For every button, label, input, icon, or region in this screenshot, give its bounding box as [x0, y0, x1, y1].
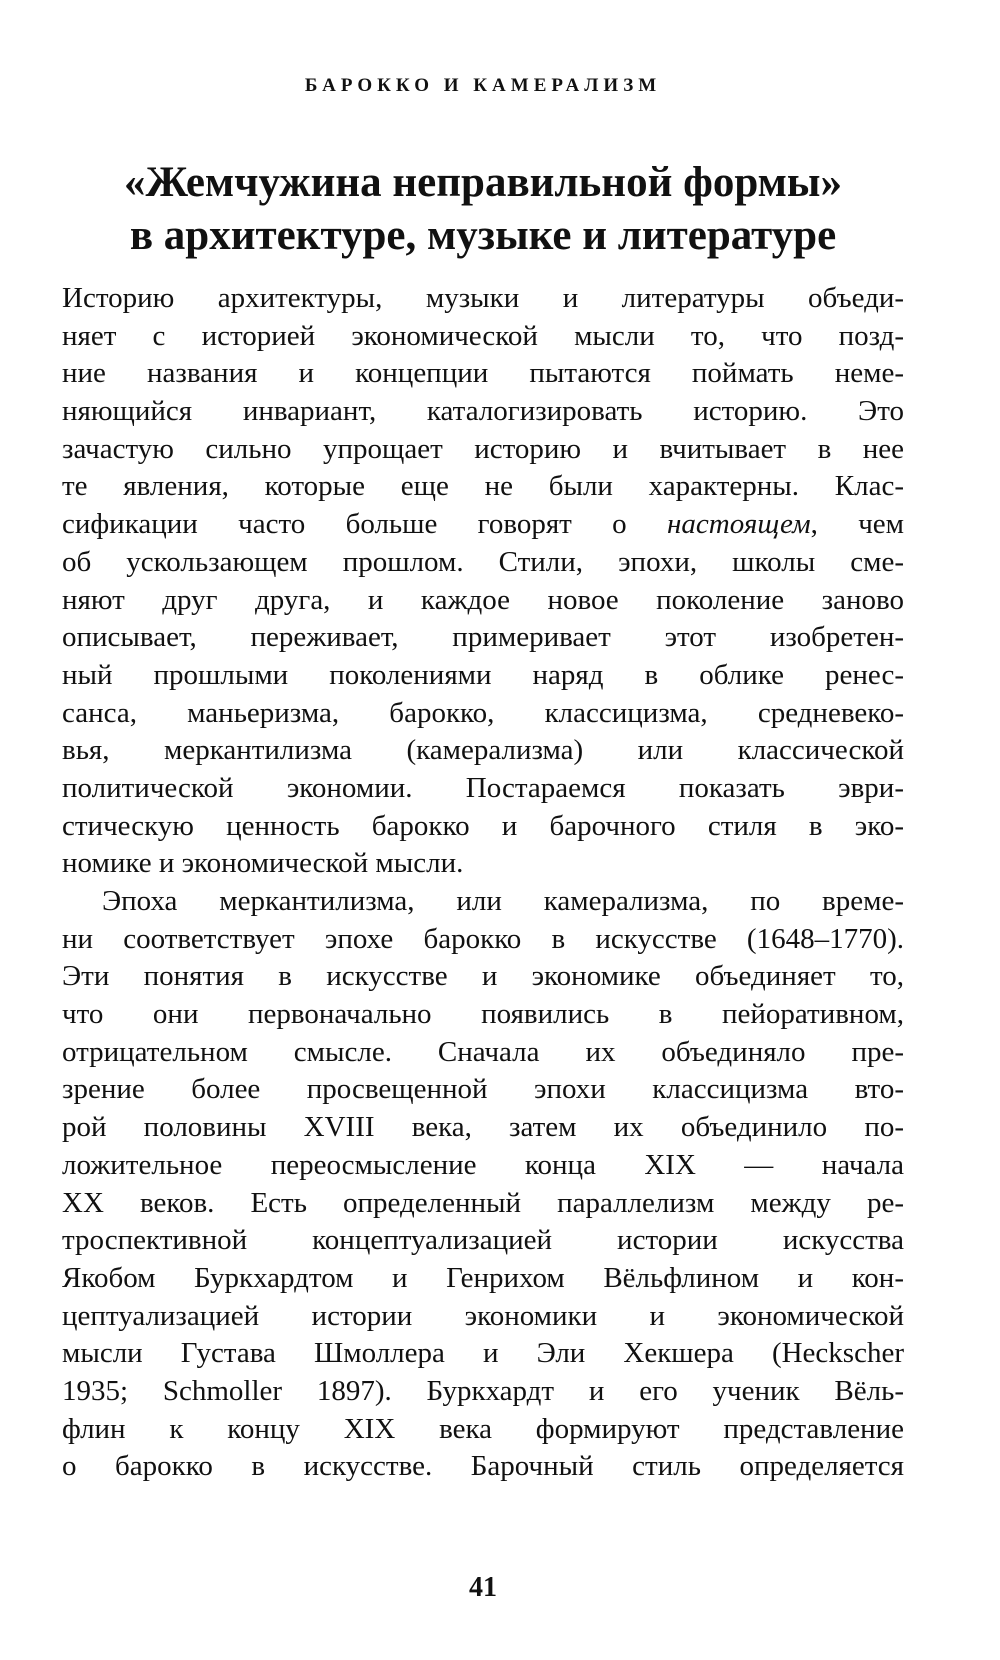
- running-head: БАРОККО И КАМЕРАЛИЗМ: [304, 75, 662, 96]
- paragraph-1-line: няют друг друга, и каждое новое поколение заново: [62, 583, 904, 616]
- paragraph-1-line: ние названия и концепции пытаются поймать неме-: [62, 357, 904, 390]
- paragraph-1-line: об ускользающем прошлом. Стили, эпохи, школы сме-: [62, 545, 904, 578]
- paragraph-2-line: Якобом Буркхардтом и Генрихом Вёльфлином и кон-: [62, 1261, 904, 1294]
- paragraph-1-line: номике и экономической мысли.: [62, 847, 464, 880]
- paragraph-2-line: отрицательном смысле. Сначала их объединяло пре-: [62, 1035, 904, 1068]
- book-page: [62, 0, 904, 1660]
- paragraph-1-line: политической экономии. Постараемся показать эври-: [62, 771, 904, 804]
- body-text: [62, 280, 904, 1486]
- paragraph-1-line: зачастую сильно упрощает историю и вчитывает в нее: [62, 432, 904, 465]
- paragraph-2-line: о барокко в искусстве. Барочный стиль определяется: [62, 1450, 904, 1483]
- paragraph-1-line: няющийся инвариант, каталогизировать историю. Это: [62, 395, 904, 428]
- chapter-title-line: «Жемчужина неправильной формы»: [124, 159, 842, 206]
- paragraph-2-line: Эти понятия в искусстве и экономике объединяет то,: [62, 960, 904, 993]
- paragraph-1-line: описывает, переживает, примеривает этот изобретен-: [62, 621, 904, 654]
- paragraph-2-line: XX веков. Есть определенный параллелизм между ре-: [62, 1186, 904, 1219]
- line-text: сификации часто больше говорят о: [62, 508, 668, 541]
- paragraph-2-line: 1935; Schmoller 1897). Буркхардт и его ученик Вёль-: [62, 1374, 904, 1407]
- paragraph-1-line: стическую ценность барокко и барочного стиля в эко-: [62, 809, 904, 842]
- paragraph-2-line: ни соответствует эпохе барокко в искусстве (1648–1770).: [62, 922, 904, 955]
- paragraph-2-line: зрение более просвещенной эпохи классицизма вто-: [62, 1073, 904, 1106]
- paragraph-2-line: ложительное переосмысление конца XIX — начала: [62, 1148, 904, 1181]
- paragraph-2-line: троспективной концептуализацией истории искусства: [62, 1224, 904, 1257]
- paragraph-2-line: что они первоначально появились в пейоративном,: [62, 998, 904, 1031]
- paragraph-2-line: Эпоха меркантилизма, или камерализма, по време-: [102, 885, 904, 917]
- chapter-title-line: в архитектуре, музыке и литературе: [129, 212, 837, 259]
- paragraph-1-line: те явления, которые еще не были характерны. Клас-: [62, 470, 904, 503]
- line-text: , чем: [810, 508, 904, 541]
- paragraph-1-line: санса, маньеризма, барокко, классицизма, средневеко-: [62, 696, 904, 729]
- paragraph-1-line: вья, меркантилизма (камерализма) или классической: [62, 734, 904, 767]
- chapter-title: [62, 156, 904, 262]
- paragraph-1-line: Историю архитектуры, музыки и литературы объеди-: [62, 282, 904, 314]
- paragraph-1-line: няет с историей экономической мысли то, что позд-: [62, 319, 904, 352]
- emphasized-word: настоящем: [667, 508, 811, 541]
- paragraph-1-line: [62, 506, 904, 544]
- paragraph-1-line: ный прошлыми поколениями наряд в облике ренес-: [62, 658, 904, 691]
- paragraph-2-line: мысли Густава Шмоллера и Эли Хекшера (Heckscher: [62, 1337, 904, 1370]
- paragraph-2-line: рой половины XVIII века, затем их объединило по-: [62, 1111, 904, 1144]
- paragraph-2-line: цептуализацией истории экономики и экономической: [62, 1299, 904, 1332]
- page-number: 41: [469, 1572, 497, 1603]
- paragraph-2-line: флин к концу XIX века формируют представление: [62, 1412, 904, 1445]
